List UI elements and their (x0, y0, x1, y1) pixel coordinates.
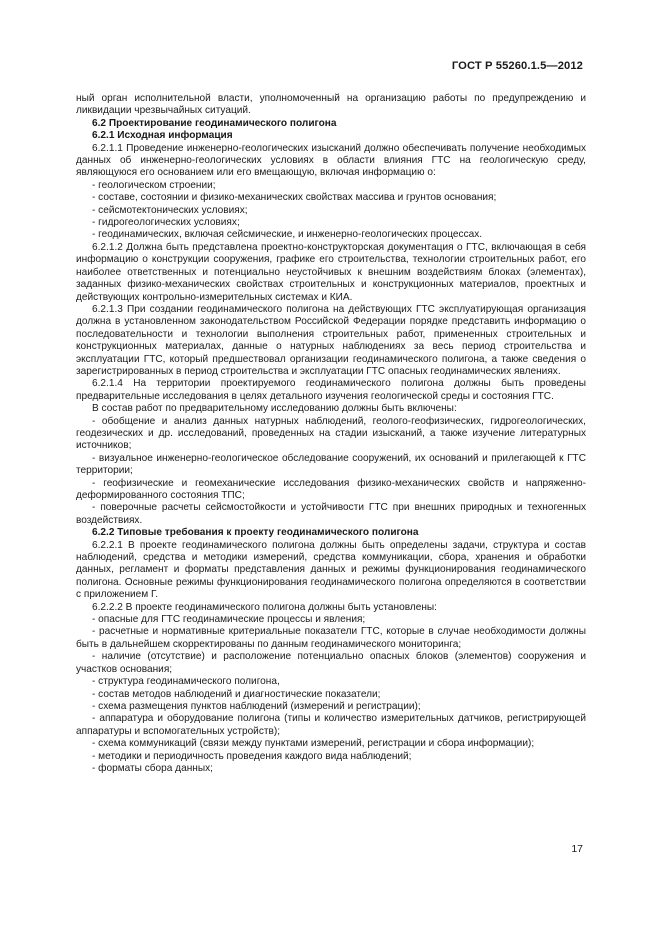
list-item: - методики и периодичность проведения каждого вида наблюдений; (92, 750, 412, 762)
list-item: - аппаратура и оборудование полигона (типы и количество измерительных датчиков, регистрирующей аппаратуры и вспомогательных устройств); (76, 713, 586, 737)
document-body (76, 93, 586, 775)
subsection-heading: 6.2.2 Типовые требования к проекту геодинамического полигона (92, 527, 419, 539)
list-item: - опасные для ГТС геодинамические процессы и явления; (92, 614, 366, 626)
paragraph: 6.2.1.3 При создании геодинамического полигона на действующих ГТС эксплуатирующая организация должна в установленном законодательством Российской Федерации порядке представить информацию о последовательности и технологии выполнения строительных работ, примененных строительных и конструкционных материалах, данные о натурных наблюдениях за весь период строительства и эксплуатации ГТС, который предшествовал организации геодинамического полигона, а также сведения о зарегистрированных в период строительства и эксплуатации ГТС опасных геодинамических явлениях. (76, 303, 586, 377)
section-heading: 6.2 Проектирование геодинамического полигона (92, 117, 337, 129)
subsection-heading: 6.2.1 Исходная информация (92, 130, 233, 142)
paragraph: 6.2.2.2 В проекте геодинамического полигона должны быть установлены: (92, 601, 437, 613)
list-item: - составе, состоянии и физико-механических свойствах массива и грунтов основания; (92, 192, 497, 204)
paragraph: 6.2.2.1 В проекте геодинамического полигона должны быть определены задачи, структура и состав наблюдений, средства и методики измерений, средства коммуникации, сбора, хранения и обработки данных, регламент и форматы представления данных и режимы функционирования геодинамического полигона. Основные режимы функционирования геодинамического полигона определяются в соответствии с приложением Г. (76, 539, 586, 601)
paragraph: 6.2.1.1 Проведение инженерно-геологических изысканий должно обеспечивать получение необходимых данных об инженерно-геологических условиях в области влияния ГТС на геологическую среду, являющуюся его основанием или его вмещающую, включая информацию о: (76, 142, 586, 179)
list-item: - схема коммуникаций (связи между пунктами измерений, регистрации и сбора информации); (92, 738, 535, 750)
document-id-header: ГОСТ Р 55260.1.5—2012 (451, 60, 583, 72)
list-item: - поверочные расчеты сейсмостойкости и устойчивости ГТС при внешних природных и техногенных воздействиях. (76, 502, 586, 526)
list-item: - геофизические и геомеханические исследования физико-механических свойств и напряженно-деформированного состояния ТПС; (76, 477, 586, 501)
paragraph: 6.2.1.2 Должна быть представлена проектно-конструкторская документация о ГТС, включающая в себя информацию о конструкции сооружения, графике его строительства, технологии строительных работ, его наиболее ответственных и потенциально неустойчивых к внешним воздействиям блоках (элементах), заданных физико-механических свойствах строительных и конструкционных материалов, проектных и действующих контрольно-измерительных системах и КИА. (76, 241, 586, 303)
paragraph: 6.2.1.4 На территории проектируемого геодинамического полигона должны быть проведены предварительные исследования в целях детального изучения геологической среды и состояния ГТС. (76, 378, 586, 402)
list-item: - геодинамических, включая сейсмические, и инженерно-геологических процессах. (92, 229, 483, 241)
list-item: - форматы сбора данных; (92, 762, 213, 774)
paragraph: В состав работ по предварительному исследованию должны быть включены: (92, 403, 457, 415)
list-item: - наличие (отсутствие) и расположение потенциально опасных блоков (элементов) сооружения и участков основания; (76, 651, 586, 675)
list-item: - расчетные и нормативные критериальные показатели ГТС, которые в случае необходимости должны быть в дальнейшем скорректированы по данным геодинамического мониторинга; (76, 626, 586, 650)
list-item: - структура геодинамического полигона, (92, 676, 280, 688)
page-number: 17 (571, 843, 583, 855)
list-item: - состав методов наблюдений и диагностические показатели; (92, 688, 381, 700)
continued-paragraph: ный орган исполнительной власти, уполномоченный на организацию работы по предупреждению и ликвидации чрезвычайных ситуаций. (76, 93, 586, 117)
list-item: - обобщение и анализ данных натурных наблюдений, геолого-геофизических, гидрогеологических, геодезических и др. исследований, проведенных на стадии изысканий, а также изучение литературных источников; (76, 415, 586, 452)
list-item: - геологическом строении; (92, 179, 216, 191)
list-item: - гидрогеологических условиях; (92, 217, 240, 229)
list-item: - сейсмотектонических условиях; (92, 204, 248, 216)
list-item: - схема размещения пунктов наблюдений (измерений и регистрации); (92, 700, 421, 712)
list-item: - визуальное инженерно-геологическое обследование сооружений, их оснований и прилегающей к ГТС территории; (76, 452, 586, 477)
